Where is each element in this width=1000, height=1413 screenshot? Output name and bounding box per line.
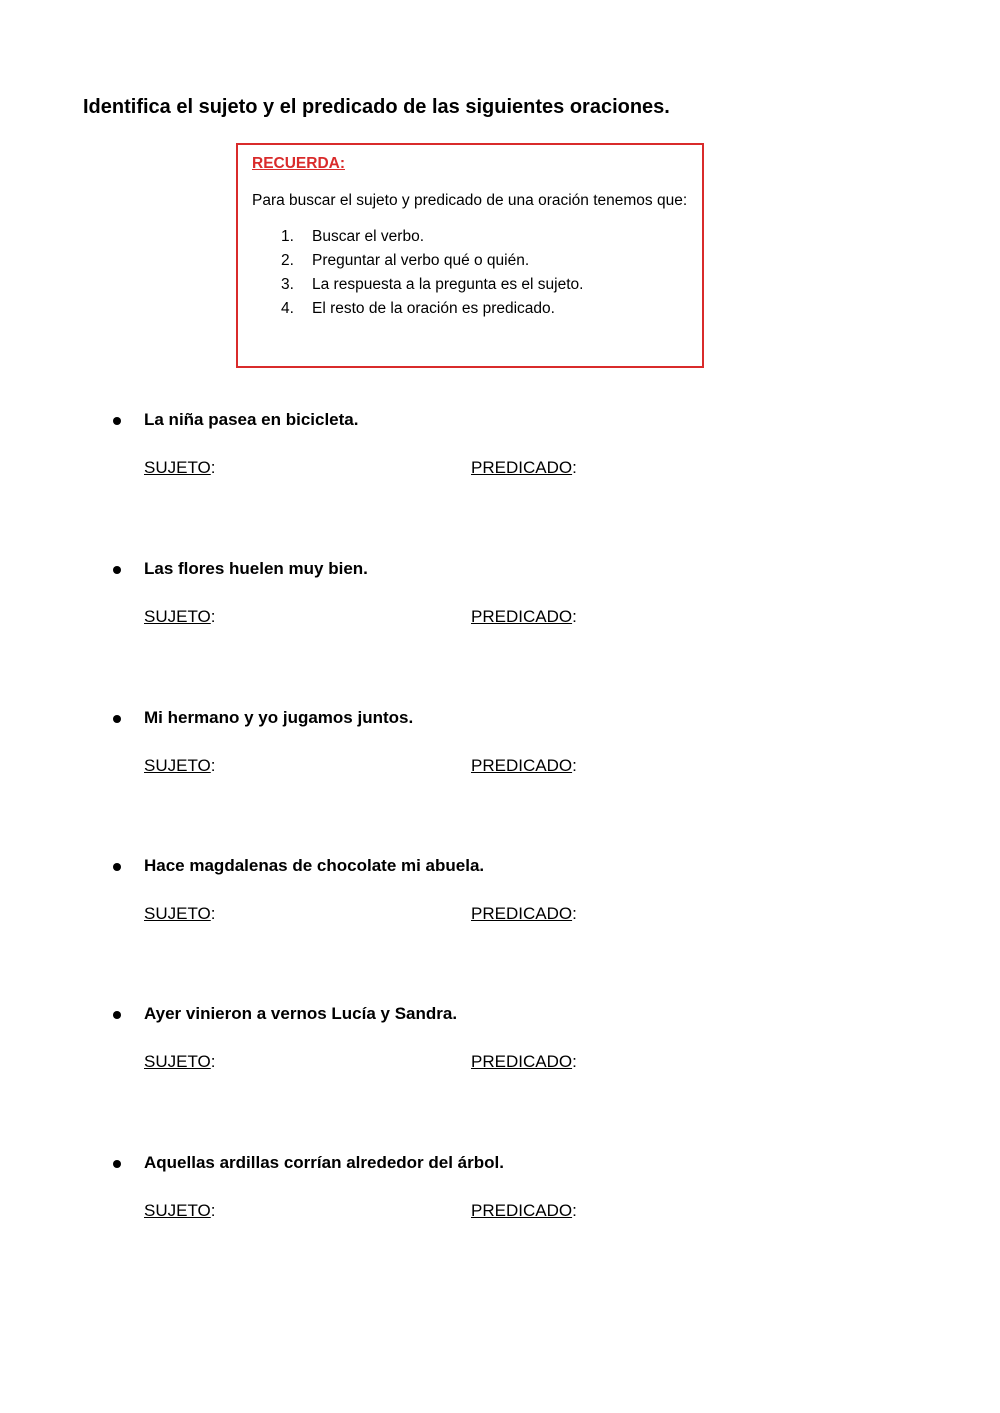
sentence-text: Las flores huelen muy bien. <box>144 559 368 578</box>
sentence-text: Aquellas ardillas corrían alrededor del árbol. <box>144 1153 504 1172</box>
step-number: 4. <box>281 300 294 317</box>
reminder-step <box>252 225 688 249</box>
reminder-intro: Para buscar el sujeto y predicado de una oración tenemos que: <box>252 192 688 209</box>
bullet-icon <box>113 566 121 574</box>
predicate-label: PREDICADO: <box>471 904 577 923</box>
sentence-text: Hace magdalenas de chocolate mi abuela. <box>144 856 485 875</box>
sentence-text: Mi hermano y yo jugamos juntos. <box>144 708 414 727</box>
step-number: 2. <box>281 252 294 269</box>
exercise-item <box>0 708 1000 788</box>
subject-label: SUJETO: <box>144 904 216 923</box>
exercise-item <box>0 1004 1000 1084</box>
bullet-icon <box>113 863 121 871</box>
reminder-box <box>236 143 704 368</box>
subject-label: SUJETO: <box>144 458 216 477</box>
sentence-text: Ayer vinieron a vernos Lucía y Sandra. <box>144 1004 458 1023</box>
reminder-step <box>252 297 688 321</box>
bullet-icon <box>113 1011 121 1019</box>
step-number: 1. <box>281 228 294 245</box>
predicate-label: PREDICADO: <box>471 458 577 477</box>
reminder-steps <box>252 225 688 321</box>
exercise-item <box>0 856 1000 936</box>
subject-label: SUJETO: <box>144 1201 216 1220</box>
exercise-item <box>0 410 1000 490</box>
reminder-step <box>252 273 688 297</box>
step-text: El resto de la oración es predicado. <box>312 300 555 317</box>
subject-label: SUJETO: <box>144 1052 216 1071</box>
subject-label: SUJETO: <box>144 607 216 626</box>
step-text: Buscar el verbo. <box>312 228 424 245</box>
predicate-label: PREDICADO: <box>471 1052 577 1071</box>
predicate-label: PREDICADO: <box>471 607 577 626</box>
reminder-heading: RECUERDA: <box>252 155 345 172</box>
exercise-item <box>0 1153 1000 1233</box>
step-number: 3. <box>281 276 294 293</box>
bullet-icon <box>113 715 121 723</box>
exercise-item <box>0 559 1000 639</box>
predicate-label: PREDICADO: <box>471 756 577 775</box>
sentence-text: La niña pasea en bicicleta. <box>144 410 359 429</box>
reminder-step <box>252 249 688 273</box>
bullet-icon <box>113 417 121 425</box>
predicate-label: PREDICADO: <box>471 1201 577 1220</box>
step-text: Preguntar al verbo qué o quién. <box>312 252 530 269</box>
bullet-icon <box>113 1160 121 1168</box>
subject-label: SUJETO: <box>144 756 216 775</box>
page-title: Identifica el sujeto y el predicado de las siguientes oraciones. <box>83 96 670 118</box>
step-text: La respuesta a la pregunta es el sujeto. <box>312 276 584 293</box>
